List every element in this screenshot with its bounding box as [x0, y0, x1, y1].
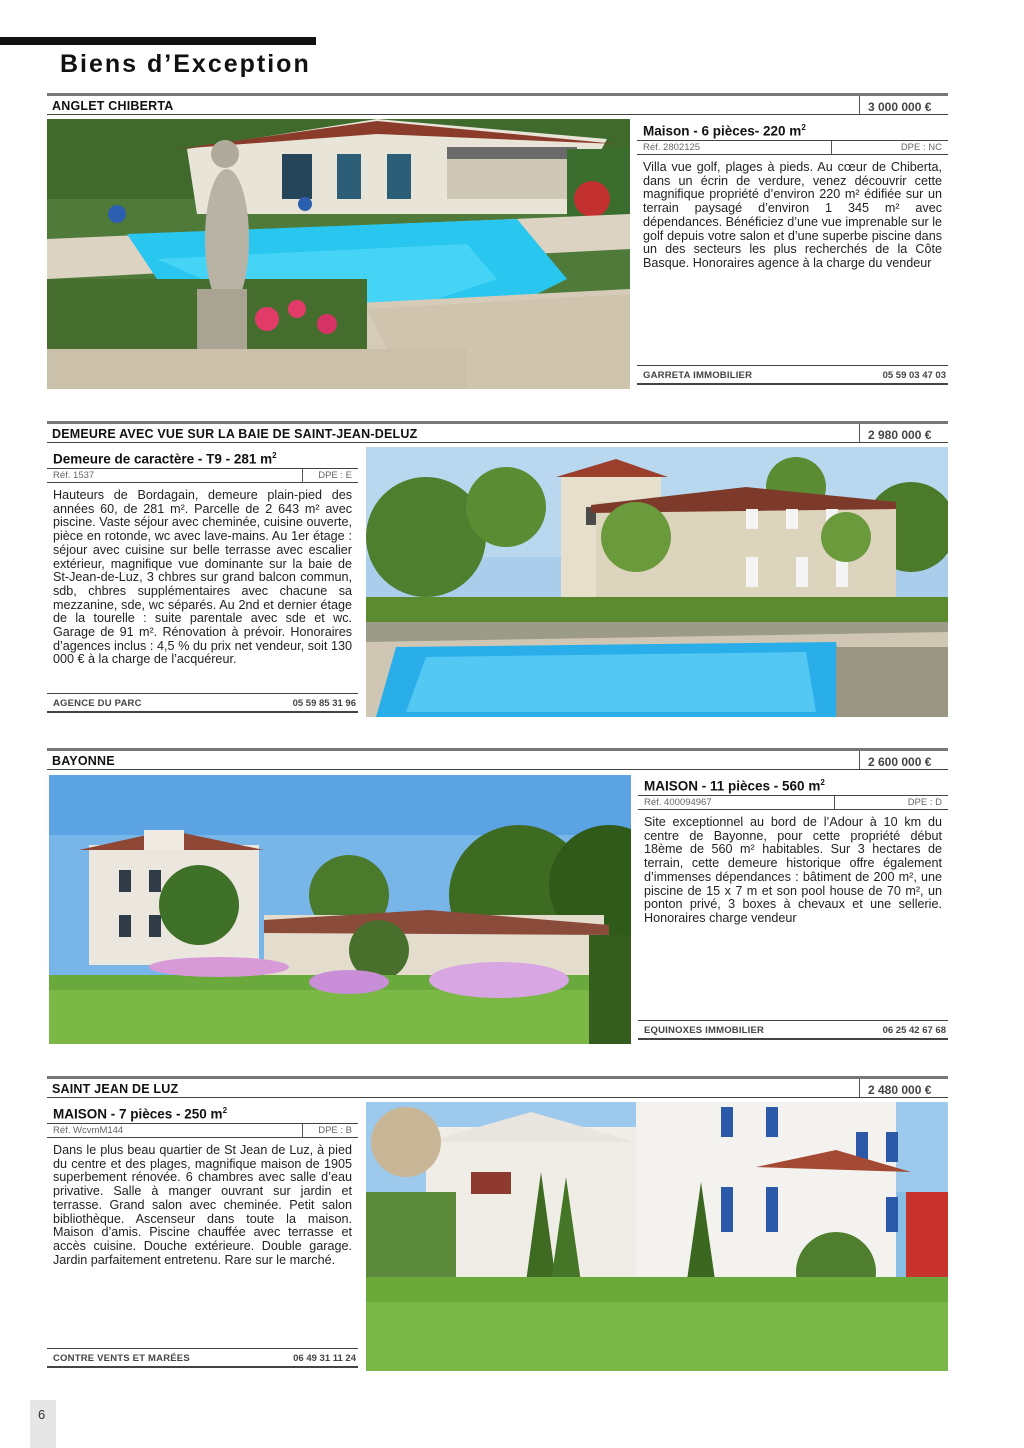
page-number: 6 [30, 1400, 56, 1448]
agency-phone[interactable]: 06 25 42 67 68 [882, 1025, 946, 1036]
dpe-rating: DPE : NC [900, 142, 942, 153]
property-type: Maison - 6 pièces- 220 $m^2$ [637, 119, 948, 141]
reference-number: Réf. 400094967 [644, 797, 712, 808]
property-description: Hauteurs de Bordagain, demeure plain-pied des années 60, de 281 m². Parcelle de 2 643 m² avec piscine. Vaste séjour avec cheminée, cuisine ouverte, pièce en rotonde, wc avec lave-mains. Au 1er étage : séjour avec cuisine sur belle terrasse avec escalier extérieur, magnifique vue dominante sur la baie de St-Jean-de-Luz, 3 chbres sur grand balcon commun, sdb, chbres supplémentaires avec chacune sa mezzanine, sde, wc séparés. Au 2nd et dernier étage de la tourelle : suite parentale avec sde et wc. Garage de 91 m². Rénovation à prévoir. Honoraires d’agences inclus : 4,5 % du prix net vendeur, soit 130 000 € à la charge de l’acquéreur. [53, 488, 352, 667]
reference-row [638, 796, 948, 810]
listing-header [47, 748, 948, 770]
listing-location: ANGLET CHIBERTA [52, 99, 174, 113]
villa-pool-photo [47, 119, 630, 389]
listing-price: 2 600 000 € [859, 751, 948, 770]
agency-name: EQUINOXES IMMOBILIER [644, 1025, 765, 1036]
listing-details [637, 119, 948, 389]
listing-anglet [47, 93, 948, 393]
page-title: Biens d’Exception [60, 50, 311, 78]
agency-footer [638, 1020, 948, 1040]
listing-price: 2 480 000 € [859, 1079, 948, 1098]
agency-footer [47, 693, 358, 713]
listing-saint-jean-de-luz [47, 1076, 948, 1376]
agency-name: GARRETA IMMOBILIER [643, 370, 753, 381]
historic-estate-photo [49, 775, 631, 1044]
property-description: Site exceptionnel au bord de l’Adour à 10 km du centre de Bayonne, pour cette propriété début 18ème de 560 m² habitables. Sur 3 hectares de terrain, cette demeure historique offre également d’immenses dépendances : bâtiment de 200 m², une piscine de 15 x 7 m et son pool house de 70 m², un ponton privé, 3 boxes à chevaux et une sellerie. Honoraires charge vendeur [644, 815, 942, 925]
listing-location: BAYONNE [52, 754, 115, 768]
agency-name: CONTRE VENTS ET MARÉES [53, 1353, 190, 1364]
listing-location: SAINT JEAN DE LUZ [52, 1082, 179, 1096]
property-description: Dans le plus beau quartier de St Jean de Luz, à pied du centre et des plages, magnifique maison de 1905 superbement rénovée. 6 chambres avec salle d’eau privative. Salle à manger ouvrant sur jardin et terrasse. Grand salon avec cheminée. Petit salon bibliothèque. Ascenseur dans toute la maison. Maison d’amis. Piscine chauffée avec terrasse et accès cuisine. Douche extérieure. Double garage. Jardin parfaitement entretenu. Rare sur le marché. [53, 1143, 352, 1267]
agency-footer [637, 365, 948, 385]
agency-phone[interactable]: 06 49 31 11 24 [293, 1353, 356, 1364]
reference-row [637, 141, 948, 155]
agency-name: AGENCE DU PARC [53, 698, 142, 709]
listing-header [47, 93, 948, 115]
property-type: Demeure de caractère - T9 - 281 $m^2$ [47, 447, 358, 469]
reference-number: Réf. 2802125 [643, 142, 701, 153]
reference-number: Réf. 1537 [53, 470, 95, 481]
listing-price: 3 000 000 € [859, 96, 948, 115]
property-type: MAISON - 7 pièces - 250 $m^2$ [47, 1102, 358, 1124]
agency-phone[interactable]: 05 59 85 31 96 [292, 698, 356, 709]
listing-header [47, 421, 948, 443]
agency-footer [47, 1348, 358, 1368]
listing-header [47, 1076, 948, 1098]
listing-details [638, 774, 948, 1044]
property-type: MAISON - 11 pièces - 560 $m^2$ [638, 774, 948, 796]
agency-phone[interactable]: 05 59 03 47 03 [882, 370, 946, 381]
dpe-rating: DPE : D [907, 797, 942, 808]
reference-row [47, 1124, 358, 1138]
dpe-rating: DPE : E [318, 470, 352, 481]
listing-price: 2 980 000 € [859, 424, 948, 443]
property-description: Villa vue golf, plages à pieds. Au cœur de Chiberta, dans un écrin de verdure, venez découvrir cette magnifique propriété d’environ 220 m² édifiée sur un terrain paysagé d’environ 1 345 m² avec dépendances. Bénéficiez d’une vue imprenable sur le golf depuis votre salon et d’une superbe piscine dans un des secteurs les plus recherchés de la Côte Basque. Honoraires agence à la charge du vendeur [643, 160, 942, 270]
manor-pool-photo [366, 447, 948, 717]
header-accent-bar [0, 37, 316, 45]
dpe-rating: DPE : B [318, 1125, 352, 1136]
listing-bayonne [47, 748, 948, 1048]
listing-saint-jean-deluz-bay [47, 421, 948, 721]
listing-details [47, 1102, 358, 1372]
reference-row [47, 469, 358, 483]
reference-number: Réf. WcvmM144 [53, 1125, 124, 1136]
listing-location: DEMEURE AVEC VUE SUR LA BAIE DE SAINT-JEAN-DELUZ [52, 427, 418, 441]
basque-villa-photo [366, 1102, 948, 1371]
listing-details [47, 447, 358, 717]
